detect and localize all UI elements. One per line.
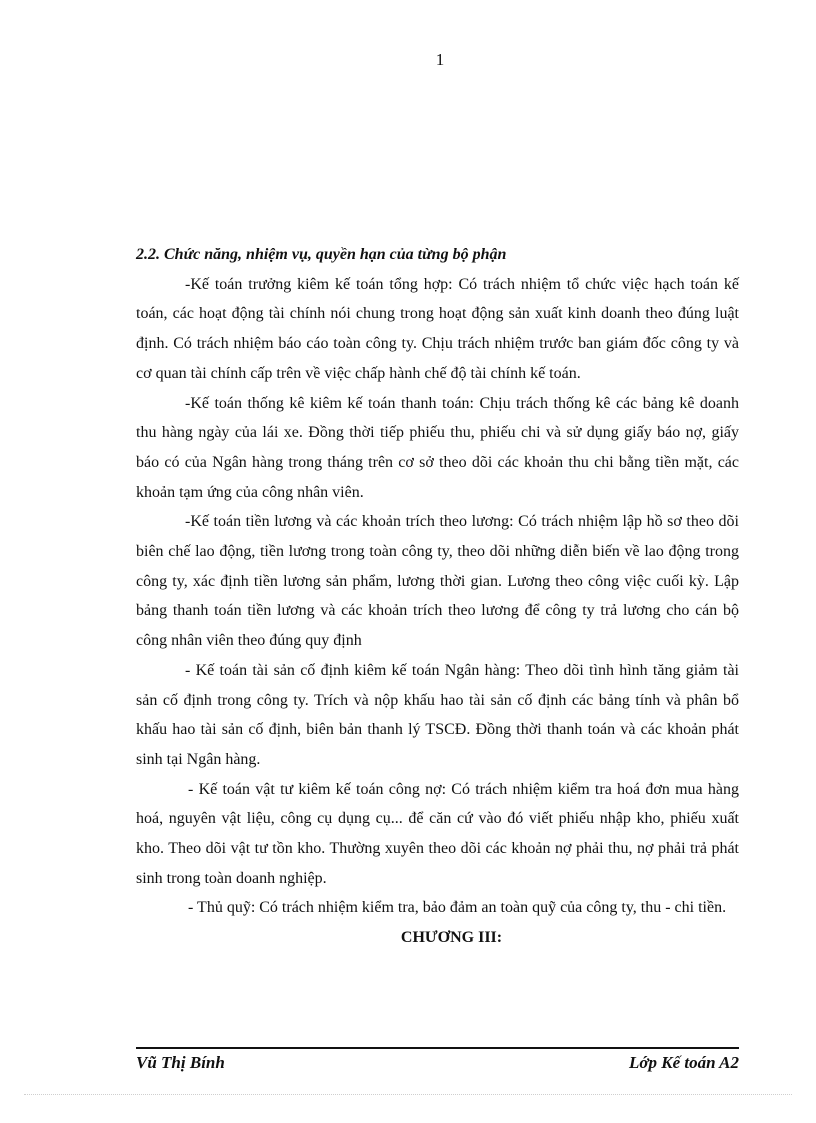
- paragraph-chief-accountant: -Kế toán trưởng kiêm kế toán tổng hợp: Có trách nhiệm tổ chức việc hạch toán kế toán, các hoạt động tài chính nói chung trong hoạt động sản xuất kinh doanh theo đúng luật định. Có trách nhiệm báo cáo toàn công ty. Chịu trách nhiệm trước ban giám đốc công ty và cơ quan tài chính cấp trên về việc chấp hành chế độ tài chính kế toán.: [136, 275, 739, 382]
- paragraph-treasurer: - Thủ quỹ: Có trách nhiệm kiểm tra, bảo đảm an toàn quỹ của công ty, thu - chi tiền.: [188, 899, 727, 917]
- paragraph-statistics-payment: -Kế toán thống kê kiêm kế toán thanh toán: Chịu trách thống kê các bảng kê doanh thu hàng ngày của lái xe. Đồng thời tiếp phiếu thu, phiếu chi và sử dụng giấy báo nợ, giấy báo có của Ngân hàng trong tháng trên cơ sở theo dõi các khoản thu chi bằng tiền mặt, các khoản tạm ứng của công nhân viên.: [136, 394, 739, 501]
- footer-author: Vũ Thị Bính: [136, 1053, 225, 1072]
- paragraph-materials-debt: - Kế toán vật tư kiêm kế toán công nợ: Có trách nhiệm kiểm tra hoá đơn mua hàng hoá, nguyên vật liệu, công cụ dụng cụ... để căn cứ vào đó viết phiếu nhập kho, phiếu xuất kho. Theo dõi vật tư tồn kho. Thường xuyên theo dõi các khoản nợ phải thu, nợ phải trả phát sinh trong toàn doanh nghiệp.: [136, 780, 739, 887]
- section-heading: 2.2. Chức năng, nhiệm vụ, quyền hạn của từng bộ phận: [136, 246, 507, 263]
- footer-divider: [136, 1047, 739, 1049]
- document-body: [136, 240, 739, 953]
- footer-class: Lớp Kế toán A2: [628, 1053, 739, 1072]
- paragraph-fixed-assets: - Kế toán tài sản cố định kiêm kế toán Ngân hàng: Theo dõi tình hình tăng giảm tài sản cố định trong công ty. Trích và nộp khấu hao tài sản cố định các bảng tính và phân bổ khấu hao tài sản cố định, biên bản thanh lý TSCĐ. Đồng thời thanh toán và các khoản phát sinh tại Ngân hàng.: [136, 661, 739, 768]
- chapter-heading: CHƯƠNG III:: [400, 929, 503, 947]
- paragraph-salary: -Kế toán tiền lương và các khoản trích theo lương: Có trách nhiệm lập hồ sơ theo dõi biên chế lao động, tiền lương trong toàn công ty, theo dõi những diễn biến về lao động trong công ty, xác định tiền lương sản phẩm, lương thời gian. Lương theo công việc cuối kỳ. Lập bảng thanh toán tiền lương và các khoản trích theo lương để công ty trả lương cho cán bộ công nhân viên theo đúng quy định: [136, 513, 739, 650]
- page-bottom-border: [24, 1094, 792, 1095]
- page-number: 1: [435, 50, 445, 69]
